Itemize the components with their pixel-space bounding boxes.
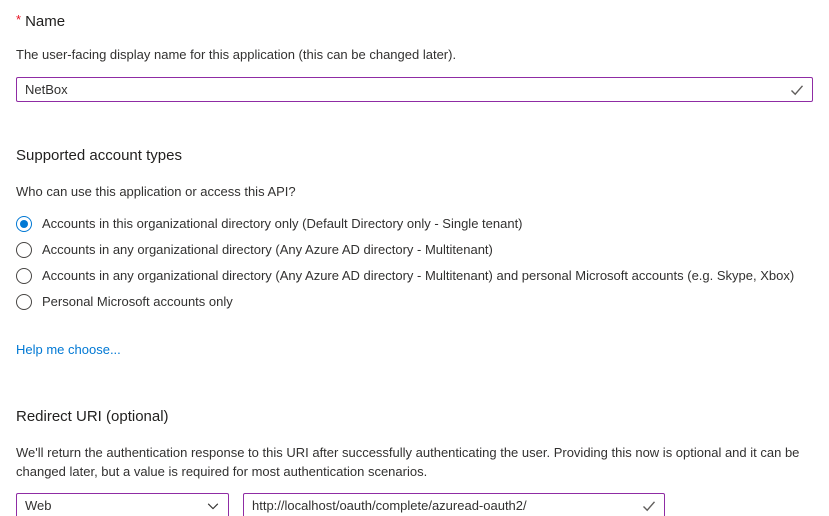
radio-button-icon[interactable] <box>16 216 32 232</box>
radio-button-icon[interactable] <box>16 242 32 258</box>
redirect-uri-description: We'll return the authentication response to this URI after successfully authenticating the user. Providing this now is optional and it can be changed later, but a value is required for most authentication scenarios. <box>16 445 800 479</box>
name-input[interactable] <box>16 77 813 102</box>
platform-select-value: Web <box>25 498 52 513</box>
radio-button-icon[interactable] <box>16 294 32 310</box>
name-section-title <box>16 10 813 32</box>
radio-option-personal-only[interactable] <box>16 289 813 315</box>
radio-option-single-tenant[interactable] <box>16 211 813 237</box>
account-types-question: Who can use this application or access this API? <box>16 184 296 199</box>
supported-account-types-section <box>16 146 813 357</box>
redirect-uri-row <box>16 493 813 516</box>
radio-option-label: Accounts in any organizational directory (Any Azure AD directory - Multitenant) <box>42 242 493 257</box>
name-description: The user-facing display name for this application (this can be changed later). <box>16 47 457 62</box>
redirect-uri-input-wrap <box>243 493 665 516</box>
supported-account-types-title: Supported account types <box>16 147 182 164</box>
redirect-uri-section <box>16 407 813 516</box>
radio-option-multitenant-personal[interactable] <box>16 263 813 289</box>
radio-option-label: Personal Microsoft accounts only <box>42 294 233 309</box>
required-asterisk: * <box>16 12 22 27</box>
radio-button-icon[interactable] <box>16 268 32 284</box>
name-title-text: Name <box>25 13 66 30</box>
account-types-radio-group <box>16 211 813 315</box>
platform-select[interactable] <box>16 493 229 516</box>
chevron-down-icon <box>206 499 220 513</box>
radio-option-label: Accounts in any organizational directory (Any Azure AD directory - Multitenant) and personal Microsoft accounts (e.g. Skype, Xbox) <box>42 268 795 283</box>
radio-option-multitenant[interactable] <box>16 237 813 263</box>
name-input-wrap <box>16 77 813 102</box>
help-me-choose-link[interactable]: Help me choose... <box>16 342 121 357</box>
redirect-uri-input[interactable] <box>243 493 665 516</box>
radio-option-label: Accounts in this organizational directory only (Default Directory only - Single tenant) <box>42 216 523 231</box>
name-section <box>16 10 813 102</box>
redirect-uri-title: Redirect URI (optional) <box>16 408 169 425</box>
